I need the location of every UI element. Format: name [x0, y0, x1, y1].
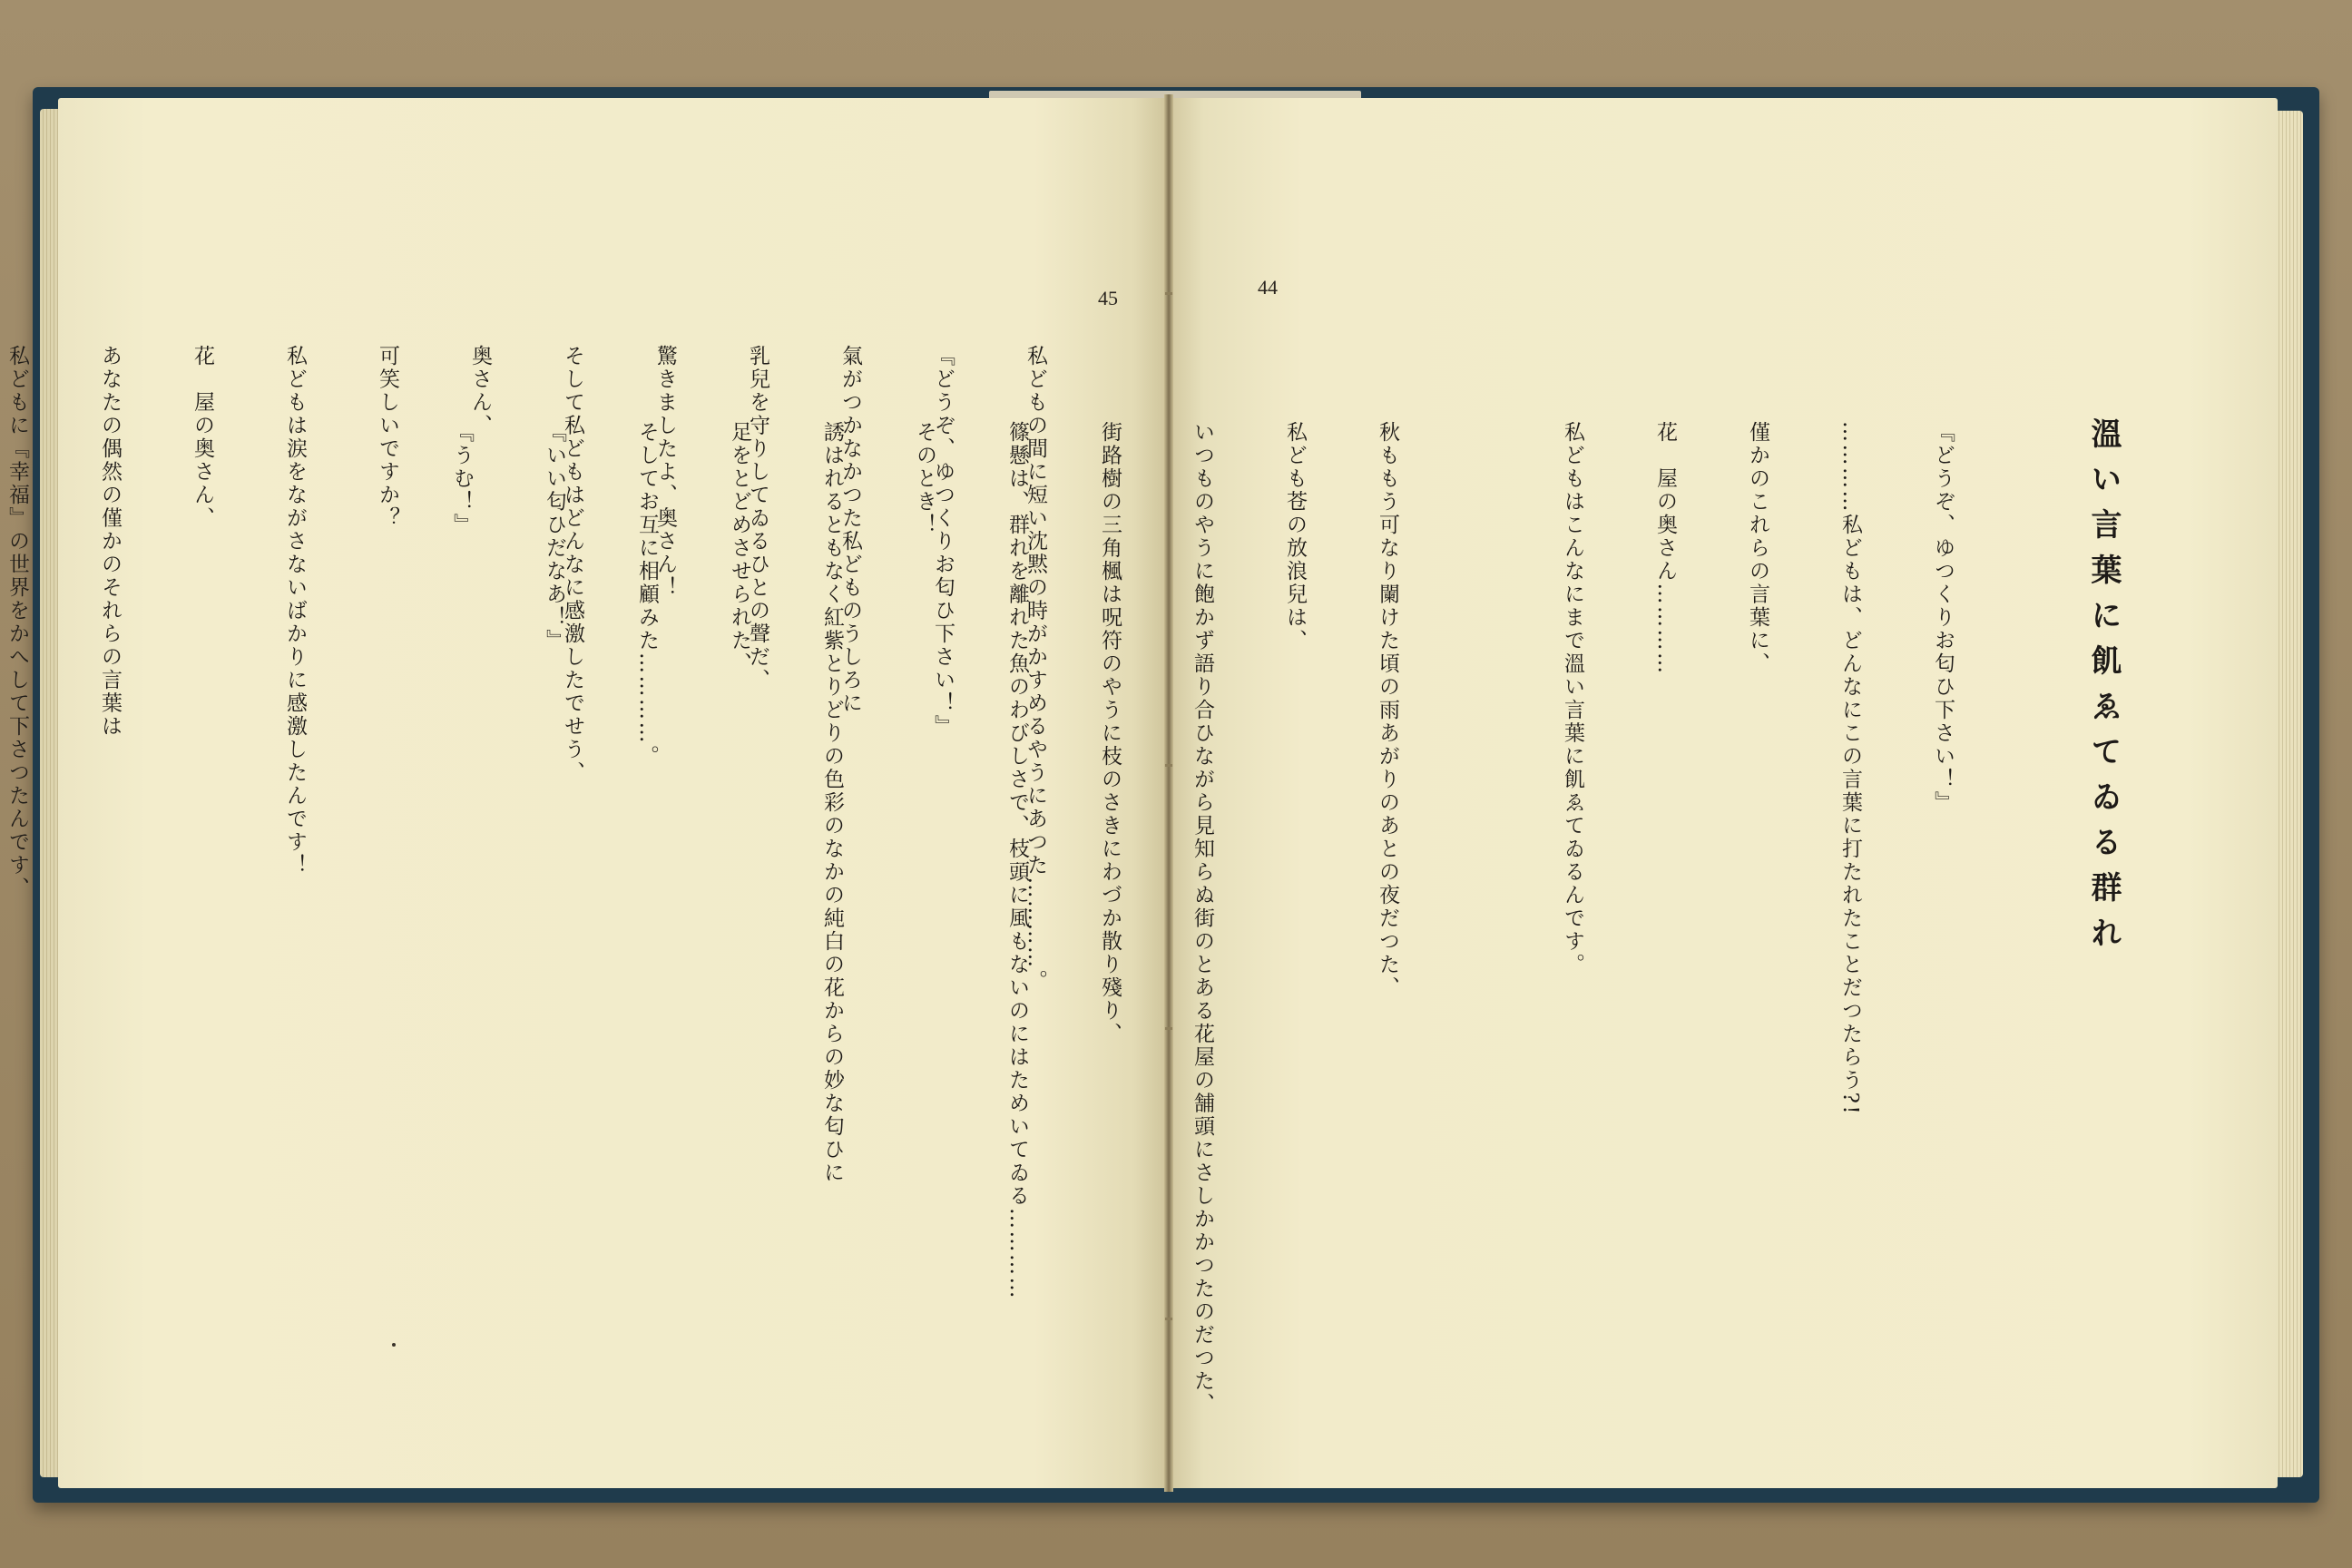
text-line: そのとき！ [913, 421, 936, 537]
text-line: 『うむ！』 [450, 421, 474, 537]
poem-title: 溫い言葉に飢ゑてゐる群れ [2085, 417, 2122, 962]
text-line: …………私どもは、どんなにこの言葉に打たれたことだつたらう?! [1838, 421, 1862, 1117]
text-line: 足をとどめさせられた、 [728, 421, 751, 676]
text-line: 『どうぞ、ゆつくりお匂ひ下さい！』 [931, 345, 955, 739]
text-line: 私どもに『幸福』の世界をかへして下さつたんです、 [5, 345, 29, 900]
binding-stitch [1165, 1027, 1172, 1030]
text-line: そしてお互に相顧みた…………。 [635, 421, 659, 769]
text-line: 街路樹の三角楓は呪符のやうに枝のさきにわづか散り殘り、 [1098, 421, 1122, 1046]
text-line: 篠懸は、群れを離れた魚のわびしさで、枝頭に風もないのにはためいてゐる………… [1005, 421, 1029, 1300]
text-line: 『どうぞ、ゆつくりお匂ひ下さい！』 [1931, 421, 1955, 815]
binding-stitch [1165, 1318, 1172, 1320]
text-line: 『いい匂ひだなあ！』 [543, 421, 566, 652]
paper-speck [392, 1343, 396, 1347]
right-page-edges [2276, 111, 2303, 1477]
text-line: 私どもは涙をながさないばかりに感激したんです！ [283, 345, 307, 877]
binding-stitch [1165, 292, 1172, 295]
text-line: 私ども苍の放浪兒は、 [1283, 421, 1307, 652]
text-line: 秋ももう可なり闌けた頃の雨あがりのあとの夜だつた、 [1376, 421, 1399, 1000]
page-number-left: 45 [1098, 287, 1118, 309]
text-line: 乳兒を守りしてゐるひとの聲だ、 [746, 345, 769, 692]
text-line: いつものやうに飽かず語り合ひながら見知らぬ街のとある花屋の舗頭にさしかかつたのだつた、 [1191, 421, 1214, 1416]
text-line: 私どもの間に短い沈黙の時がかすめるやうにあつた…………。 [1024, 345, 1047, 993]
text-line: 花 屋の奥さん………… [1653, 421, 1677, 676]
text-line: 驚きましたよ、奥さん！ [653, 345, 677, 600]
text-line: 僅かのこれらの言葉に、 [1746, 421, 1769, 676]
text-line: 誘はれるともなく紅紫とりどりの色彩のなかの純白の花からの妙な匂ひに [820, 421, 844, 1185]
page-number-right: 44 [1258, 276, 1278, 299]
text-line: 花 屋の奥さん、 [191, 345, 214, 530]
right-page-text [385, 421, 2020, 1416]
text-line: 可笑しいですか？ [376, 345, 399, 530]
text-line: あなたの偶然の僅かのそれらの言葉は [98, 345, 122, 739]
text-line: そして私どもはどんなに感激したでせう、 [561, 345, 584, 785]
text-line: 氣がつかなかつた私どものうしろに [838, 345, 862, 715]
blank-line [1465, 421, 1495, 1238]
text-line: 奥さん、 [468, 345, 492, 437]
book-gutter [1164, 94, 1173, 1492]
text-line: 私どもはこんなにまで溫い言葉に飢ゑてゐるんです。 [1561, 421, 1584, 976]
binding-stitch [1165, 764, 1172, 767]
